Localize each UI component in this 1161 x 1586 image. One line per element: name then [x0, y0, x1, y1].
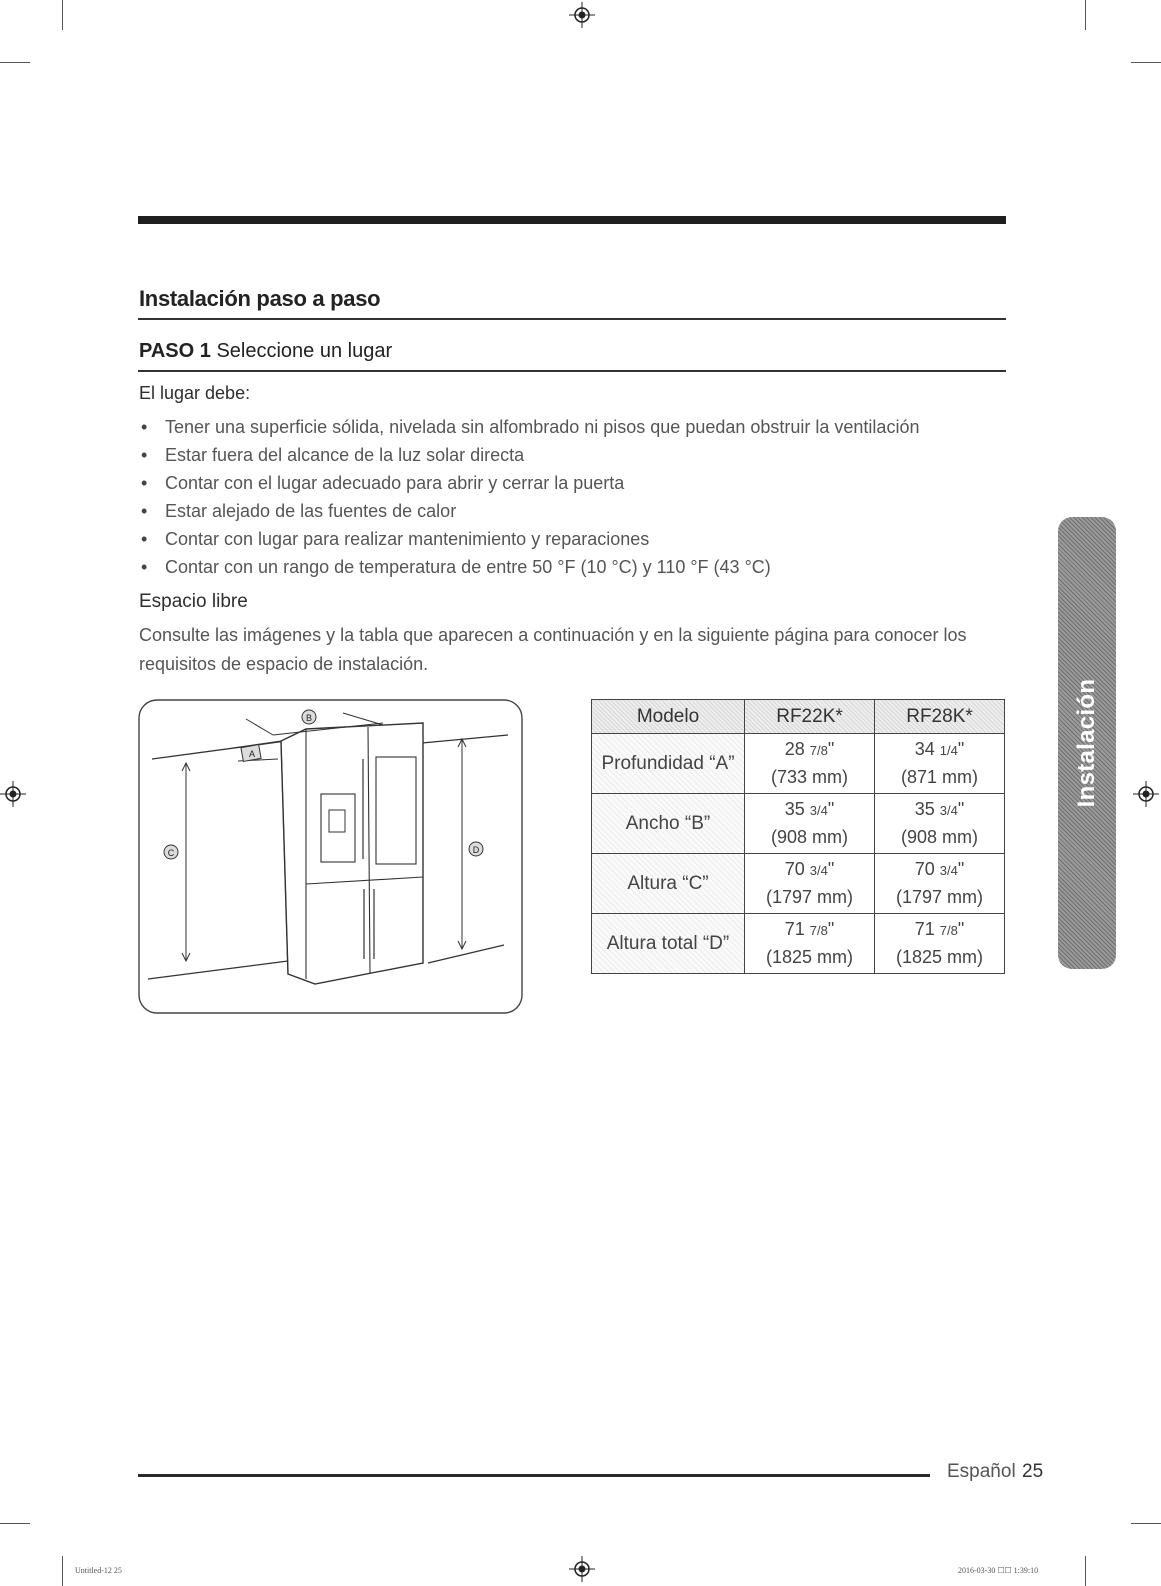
cell-value: 35 3/4" (908 mm) [745, 794, 875, 854]
crop-mark [1085, 0, 1086, 30]
cell-value: 70 3/4" (1797 mm) [875, 854, 1005, 914]
row-label: Altura “C” [592, 854, 745, 914]
list-item: • Tener una superficie sólida, nivelada sin alfombrado ni pisos que puedan obstruir la ventilación [139, 414, 1019, 442]
registration-mark-icon [0, 781, 26, 807]
step-prefix: PASO [139, 340, 195, 362]
list-item: • Estar fuera del alcance de la luz solar directa [139, 442, 1019, 470]
location-requirements-list [139, 414, 1019, 582]
list-item: • Contar con el lugar adecuado para abrir y cerrar la puerta [139, 470, 1019, 498]
crop-mark [62, 1556, 63, 1586]
step-number: 1 [199, 340, 211, 362]
step-title: Seleccione un lugar [216, 340, 393, 362]
crop-mark [0, 62, 30, 63]
row-label: Altura total “D” [592, 914, 745, 974]
page-number: 25 [1022, 1461, 1044, 1482]
crop-mark [1085, 1556, 1086, 1586]
section-title: Instalación paso a paso [139, 286, 381, 311]
dimension-label-c: C [167, 848, 175, 858]
footer-divider [138, 1474, 930, 1477]
dimension-label-b: B [305, 713, 313, 723]
crop-mark [1131, 1523, 1161, 1524]
table-row [592, 734, 1005, 794]
chapter-tab [1058, 517, 1116, 969]
dimension-label-a: A [248, 749, 256, 759]
crop-mark [0, 1523, 30, 1524]
print-slug-left: Untitled-12 25 [75, 1566, 122, 1575]
table-row [592, 914, 1005, 974]
dimensions-table [591, 699, 1005, 974]
column-header-rf22k: RF22K* [745, 700, 875, 734]
cell-value: 28 7/8" (733 mm) [745, 734, 875, 794]
registration-mark-icon [569, 1556, 595, 1582]
row-label: Ancho “B” [592, 794, 745, 854]
cell-value: 34 1/4" (871 mm) [875, 734, 1005, 794]
footer-language: Español [947, 1461, 1016, 1482]
step-heading [139, 340, 392, 363]
cell-value: 70 3/4" (1797 mm) [745, 854, 875, 914]
table-row [592, 794, 1005, 854]
header-bar [138, 216, 1006, 224]
clearance-text: Consulte las imágenes y la tabla que aparecen a continuación y en la siguiente página para conocer los requisitos de espacio de instalación. [139, 625, 967, 674]
list-item: • Contar con lugar para realizar mantenimiento y reparaciones [139, 526, 1019, 554]
refrigerator-dimensions-diagram [138, 699, 523, 1014]
table-row [592, 854, 1005, 914]
column-header-model: Modelo [592, 700, 745, 734]
list-item: • Estar alejado de las fuentes de calor [139, 498, 1019, 526]
cell-value: 71 7/8" (1825 mm) [875, 914, 1005, 974]
chapter-tab-label: Instalación [1073, 678, 1100, 808]
table-header-row [592, 700, 1005, 734]
cell-value: 35 3/4" (908 mm) [875, 794, 1005, 854]
dimension-label-d: D [472, 845, 480, 855]
cell-value: 71 7/8" (1825 mm) [745, 914, 875, 974]
crop-mark [1131, 62, 1161, 63]
print-slug-right: 2016-03-30 ☐☐ 1:39:10 [958, 1566, 1039, 1575]
crop-mark [62, 0, 63, 30]
clearance-title: Espacio libre [139, 591, 248, 612]
row-label: Profundidad “A” [592, 734, 745, 794]
list-item: • Contar con un rango de temperatura de entre 50 °F (10 °C) y 110 °F (43 °C) [139, 554, 1019, 582]
column-header-rf28k: RF28K* [875, 700, 1005, 734]
registration-mark-icon [1133, 781, 1159, 807]
location-intro: El lugar debe: [139, 383, 251, 403]
registration-mark-icon [569, 2, 595, 28]
section-divider [138, 318, 1006, 320]
step-divider [138, 370, 1006, 372]
